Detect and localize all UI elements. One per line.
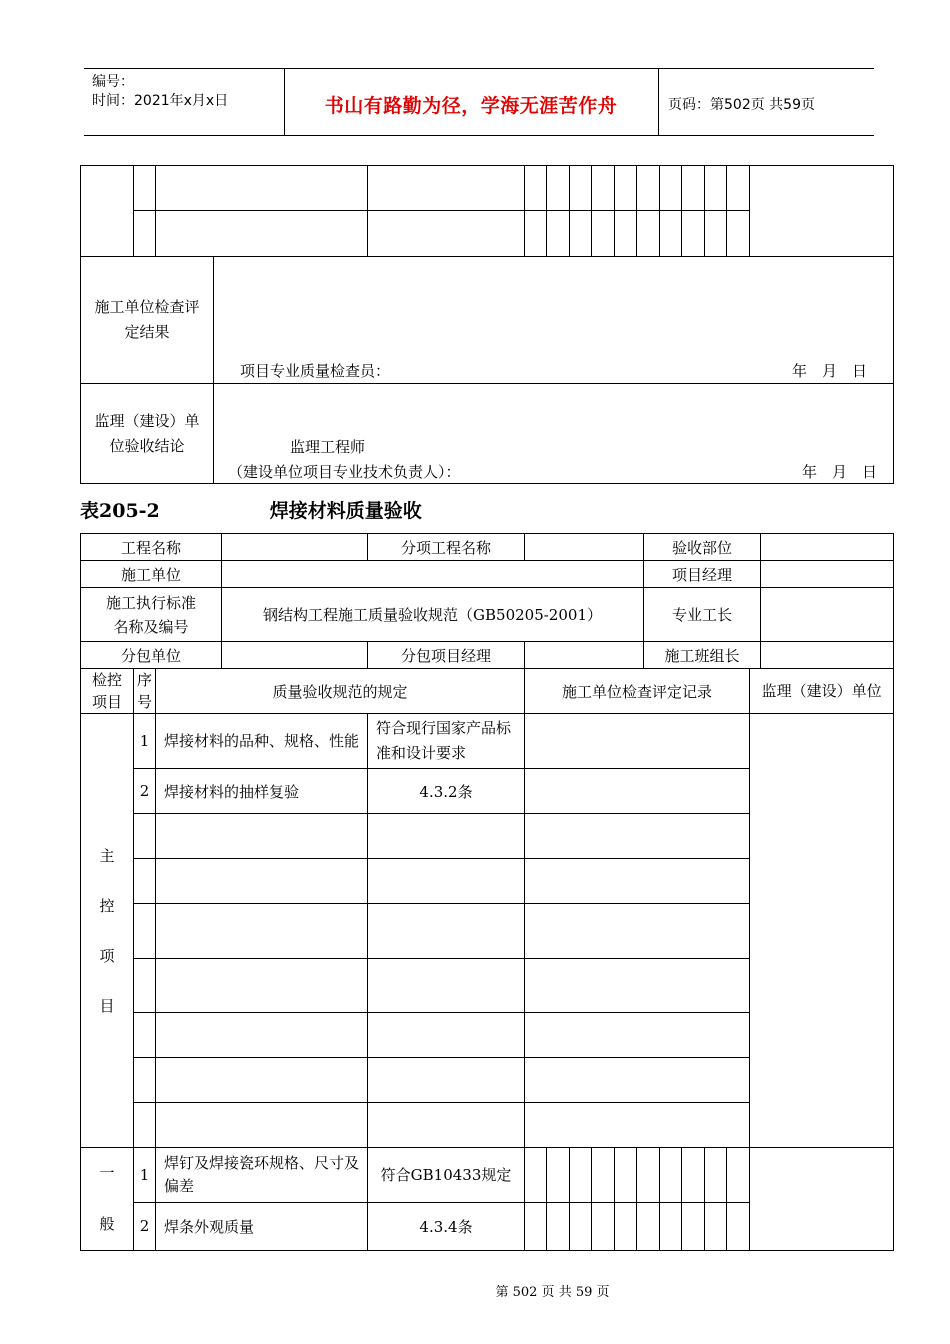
construction-unit-label: 施工单位 xyxy=(81,561,222,588)
record-cell[interactable] xyxy=(547,1148,570,1203)
record-cell[interactable] xyxy=(615,1202,637,1250)
record-cell[interactable] xyxy=(682,1202,705,1250)
motto: 书山有路勤为径，学海无涯苦作舟 xyxy=(324,95,618,117)
foreman-value[interactable] xyxy=(761,588,894,642)
item-name xyxy=(156,814,368,859)
item-requirement xyxy=(368,859,525,904)
code-label: 编号： xyxy=(92,74,134,90)
page-footer: 第 502 页 共 59 页 xyxy=(495,1285,610,1300)
project-name-value[interactable] xyxy=(222,534,368,561)
row-number xyxy=(134,959,156,1013)
supervision-result-cell xyxy=(214,384,894,484)
construction-result-cell xyxy=(214,257,894,384)
project-name-label: 工程名称 xyxy=(81,534,222,561)
subproject-name-label: 分项工程名称 xyxy=(368,534,525,561)
row-number: 2 xyxy=(134,769,156,814)
record-cell[interactable] xyxy=(705,1148,727,1203)
record-cell[interactable] xyxy=(592,1148,615,1203)
sub-manager-value[interactable] xyxy=(525,642,644,669)
item-requirement: 符合现行国家产品标准和设计要求 xyxy=(368,714,525,769)
item-requirement xyxy=(368,1103,525,1148)
record-cell[interactable] xyxy=(637,1202,660,1250)
row-number: 2 xyxy=(134,1202,156,1250)
record-cell[interactable] xyxy=(637,1148,660,1203)
item-requirement xyxy=(368,1013,525,1058)
row-number xyxy=(134,1013,156,1058)
item-requirement xyxy=(368,1058,525,1103)
record-cell[interactable] xyxy=(682,1148,705,1203)
supervision-cell[interactable] xyxy=(750,714,894,1148)
record-cell[interactable] xyxy=(547,1202,570,1250)
project-manager-value[interactable] xyxy=(761,561,894,588)
record-cell[interactable] xyxy=(727,1202,750,1250)
record-cell[interactable] xyxy=(570,1202,592,1250)
team-leader-label: 施工班组长 xyxy=(644,642,761,669)
item-name: 焊接材料的抽样复验 xyxy=(156,769,368,814)
subcontractor-value[interactable] xyxy=(222,642,368,669)
item-name xyxy=(156,1013,368,1058)
previous-table xyxy=(80,165,894,257)
item-requirement: 4.3.4条 xyxy=(368,1202,525,1250)
record-cell[interactable] xyxy=(660,1148,682,1203)
record-cell[interactable] xyxy=(705,1202,727,1250)
record-cell[interactable] xyxy=(525,769,750,814)
record-cell[interactable] xyxy=(525,1148,547,1203)
item-requirement: 符合GB10433规定 xyxy=(368,1148,525,1203)
team-leader-value[interactable] xyxy=(761,642,894,669)
record-cell[interactable] xyxy=(570,1148,592,1203)
acceptance-part-label: 验收部位 xyxy=(644,534,761,561)
record-cell[interactable] xyxy=(525,714,750,769)
construction-unit-value[interactable] xyxy=(222,561,644,588)
record-cell[interactable] xyxy=(727,1148,750,1203)
item-requirement xyxy=(368,959,525,1013)
supervision-cell[interactable] xyxy=(750,1148,894,1251)
standard-label: 施工执行标准名称及编号 xyxy=(81,588,222,642)
col-spec-header: 质量验收规范的规定 xyxy=(156,669,525,714)
project-manager-label: 项目经理 xyxy=(644,561,761,588)
engineer-label: 监理工程师 xyxy=(290,438,366,456)
general-group xyxy=(81,1148,134,1251)
standard-value: 钢结构工程施工质量验收规范（GB50205-2001） xyxy=(222,588,644,642)
record-cell[interactable] xyxy=(525,1013,750,1058)
row-number xyxy=(134,904,156,959)
foreman-label: 专业工长 xyxy=(644,588,761,642)
subcontractor-label: 分包单位 xyxy=(81,642,222,669)
date-label: 年 月 日 xyxy=(791,362,867,380)
record-cell[interactable] xyxy=(525,1058,750,1103)
row-number xyxy=(134,1058,156,1103)
item-name: 焊钉及焊接瓷环规格、尺寸及偏差 xyxy=(156,1148,368,1203)
col-no-header: 序号 xyxy=(134,669,156,714)
main-group-char: 项 xyxy=(99,946,115,965)
item-requirement xyxy=(368,814,525,859)
row-number xyxy=(134,814,156,859)
subproject-name-value[interactable] xyxy=(525,534,644,561)
record-cell[interactable] xyxy=(525,1202,547,1250)
item-requirement: 4.3.2条 xyxy=(368,769,525,814)
record-cell[interactable] xyxy=(660,1202,682,1250)
col-item-header: 检控项目 xyxy=(81,669,134,714)
main-group-char: 目 xyxy=(99,996,115,1015)
item-name: 焊条外观质量 xyxy=(156,1202,368,1250)
supervision-result-label: 监理（建设）单位验收结论 xyxy=(81,384,214,484)
main-control-group xyxy=(81,714,134,1148)
record-cell[interactable] xyxy=(525,1103,750,1148)
record-cell[interactable] xyxy=(525,904,750,959)
construction-result-label: 施工单位检查评定结果 xyxy=(81,257,214,384)
inspector-label: 项目专业质量检查员： xyxy=(240,362,391,380)
table-number: 表205-2 xyxy=(80,500,160,522)
col-record-header: 施工单位检查评定记录 xyxy=(525,669,750,714)
acceptance-part-value[interactable] xyxy=(761,534,894,561)
item-name xyxy=(156,959,368,1013)
page-header xyxy=(84,68,874,136)
table-heading xyxy=(80,496,422,523)
record-cell[interactable] xyxy=(525,859,750,904)
inspection-table xyxy=(80,668,894,1251)
page-label: 页码：第502页 共59页 xyxy=(668,97,815,113)
table-title: 焊接材料质量验收 xyxy=(269,500,422,522)
time-label: 时间：2021年x月x日 xyxy=(92,93,229,109)
record-cell[interactable] xyxy=(592,1202,615,1250)
record-cell[interactable] xyxy=(525,814,750,859)
header-divider xyxy=(658,69,659,135)
result-table xyxy=(80,256,894,484)
record-cell[interactable] xyxy=(525,959,750,1013)
owner-label: （建设单位项目专业技术负责人）： xyxy=(228,463,461,481)
general-group-char: 一 xyxy=(99,1164,115,1182)
row-number: 1 xyxy=(134,714,156,769)
date-label-2: 年 月 日 xyxy=(801,463,877,481)
main-group-char: 控 xyxy=(99,896,115,915)
item-requirement xyxy=(368,904,525,959)
record-cell[interactable] xyxy=(615,1148,637,1203)
item-name: 焊接材料的品种、规格、性能 xyxy=(156,714,368,769)
item-name xyxy=(156,859,368,904)
col-supervision-header: 监理（建设）单位 xyxy=(750,669,894,714)
item-name xyxy=(156,1058,368,1103)
general-group-char: 般 xyxy=(99,1215,115,1233)
row-number xyxy=(134,1103,156,1148)
header-left xyxy=(92,73,228,111)
info-table xyxy=(80,533,894,669)
sub-manager-label: 分包项目经理 xyxy=(368,642,525,669)
row-number: 1 xyxy=(134,1148,156,1203)
row-number xyxy=(134,859,156,904)
item-name xyxy=(156,904,368,959)
item-name xyxy=(156,1103,368,1148)
main-group-char: 主 xyxy=(99,846,115,865)
